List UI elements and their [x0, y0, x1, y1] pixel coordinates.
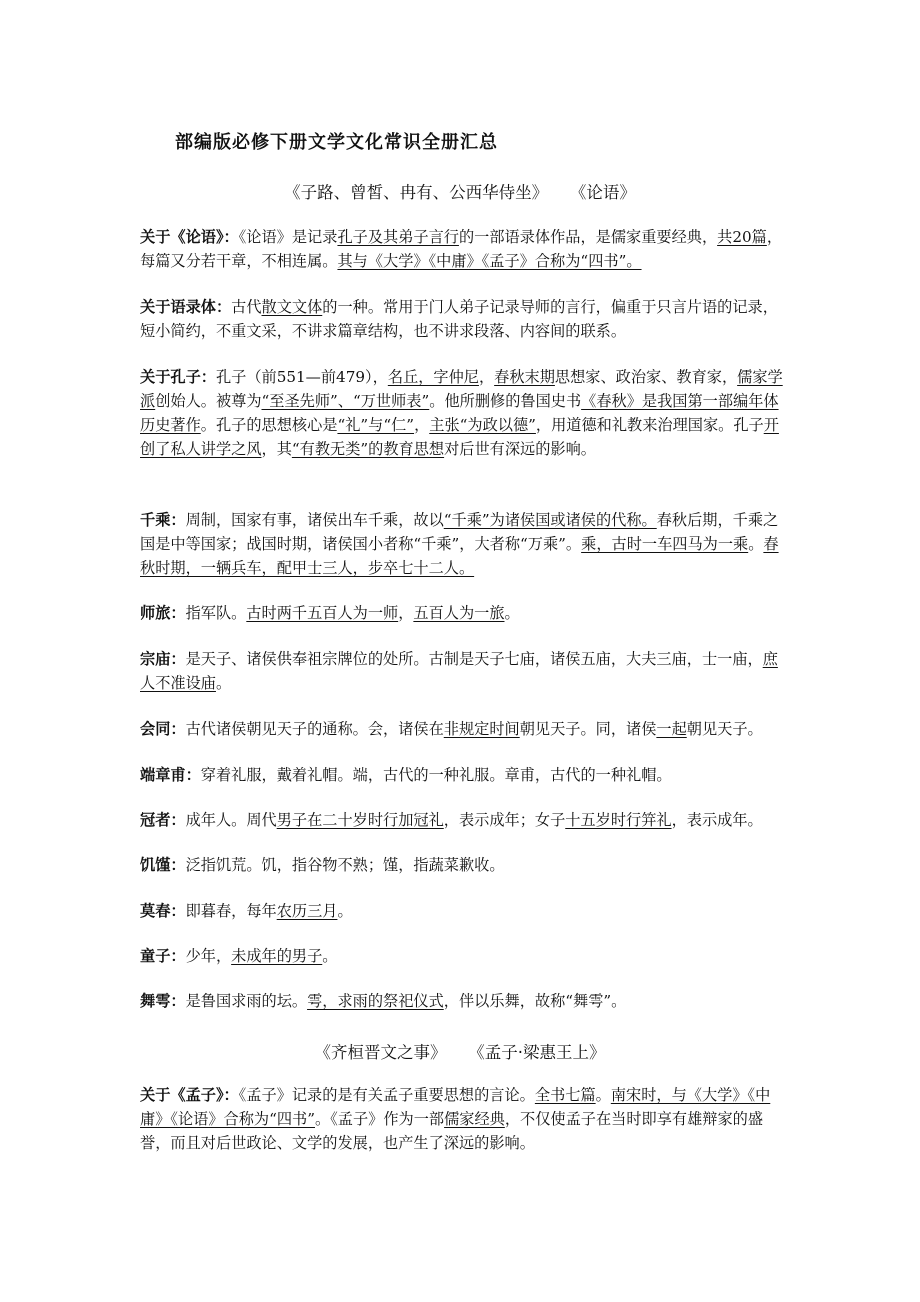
underlined-text: 儒家学派: [140, 368, 783, 410]
entry-term: 宗庙：: [140, 650, 186, 668]
underlined-text: 乘，古时一车四马为一乘: [581, 535, 749, 553]
entry-term: 莫春：: [140, 902, 186, 920]
underlined-text: 其与《大学》《中庸》《孟子》合称为“四书”。: [337, 252, 642, 270]
entry-term: 舞雩：: [140, 992, 186, 1010]
body-text: ，伴以乐舞，故称“舞雩”。: [443, 992, 627, 1010]
document-title: 部编版必修下册文学文化常识全册汇总: [175, 132, 498, 153]
underlined-text: 名丘，字仲尼: [387, 368, 479, 386]
body-text: 。: [337, 902, 353, 920]
entry-term: 关于孔子：: [140, 368, 216, 386]
entry-muchun: [140, 899, 788, 923]
body-text: ，其: [261, 440, 292, 458]
underlined-text: 一起: [656, 720, 687, 738]
body-text: 。: [504, 604, 520, 622]
entry-term: 冠者：: [140, 811, 186, 829]
underlined-text: 未成年的男子: [231, 947, 323, 965]
body-text: 。《孟子》作为一部: [315, 1110, 445, 1128]
entry-tongzi: [140, 944, 788, 968]
underlined-text: 南宋时，与《大学》《中庸》《论语》合称为“四书”: [140, 1086, 771, 1128]
underlined-text: 庶人不准设庙: [140, 650, 778, 692]
body-text: 朝见天子。: [686, 720, 763, 738]
underlined-text: 主张“为政以德”: [429, 416, 536, 434]
body-text: 孔子（前551—前479），: [215, 368, 388, 386]
body-text: 《论语》是记录: [238, 228, 338, 246]
entry-lunyu: [140, 225, 788, 273]
body-text: ，用道德和礼教来治理国家。孔子: [535, 416, 764, 434]
underlined-text: 雩，求雨的祭祀仪式: [307, 992, 444, 1010]
body-text: 古代: [231, 298, 262, 316]
body-text: 。: [748, 535, 764, 553]
entry-qiansheng: [140, 508, 788, 580]
underlined-text: 儒家经典: [444, 1110, 505, 1128]
section-title-lunyu: [0, 179, 920, 203]
body-text: ，表示成年。: [671, 811, 763, 829]
body-text: ，不仅使孟子在当时即享有雄辩家的盛誉，而且对后世政论、文学的发展，也产生了深远的影响。: [140, 1110, 764, 1152]
underlined-text: 春秋末期: [494, 368, 555, 386]
body-text: 是鲁国求雨的坛。: [185, 992, 308, 1010]
underlined-text: “礼”与“仁”: [337, 416, 415, 434]
underlined-text: 男子在二十岁时行加冠礼: [276, 811, 444, 829]
body-text: 。: [215, 674, 232, 692]
entry-term: 关于《孟子》：: [140, 1086, 239, 1104]
entry-term: 千乘：: [140, 511, 186, 529]
entry-guanzhe: [140, 808, 788, 832]
underlined-text: 孔子及其弟子言行: [337, 228, 459, 246]
entry-term: 师旅：: [140, 604, 186, 622]
entry-yuluti: [140, 295, 788, 343]
entry-term: 关于《论语》：: [140, 228, 239, 246]
entry-term: 关于语录体：: [140, 298, 232, 316]
body-text: 的一种。常用于门人弟子记录导师的言行，偏重于只言片语的记录，短小简约，不重文采，不讲求篇章结构，也不讲求段落、内容间的联系。: [140, 298, 778, 340]
body-text: 春秋后期，千乘之国是中等国家；战国时期，诸侯国小者称“千乘”，大者称“万乘”。: [140, 511, 779, 553]
underlined-text: 古时两千五百人为一师: [246, 604, 399, 622]
body-text: ，: [398, 604, 414, 622]
entry-zongmiao: [140, 647, 788, 695]
body-text: 是天子、诸侯供奉祖宗牌位的处所。古制是天子七庙，诸侯五庙，大夫三庙，士一庙，: [185, 650, 763, 668]
underlined-text: “至圣先师”、“万世师表”: [261, 392, 430, 410]
body-text: 。孔子的思想核心是: [200, 416, 338, 434]
underlined-text: 共20篇: [717, 228, 767, 246]
body-text: 。: [595, 1086, 611, 1104]
underlined-text: 开创了私人讲学之风: [140, 416, 779, 458]
underlined-text: “千乘”为诸侯国或诸侯的代称。: [443, 511, 657, 529]
body-text: ，每篇又分若干章，不相连属。: [140, 228, 783, 270]
entry-term: 童子：: [140, 947, 186, 965]
underlined-text: 全书七篇: [534, 1086, 596, 1104]
entry-mengzi: [140, 1083, 788, 1155]
body-text: ，表示成年；女子: [443, 811, 566, 829]
body-text: 即暮春，每年: [185, 902, 277, 920]
underlined-text: 散文文体: [261, 298, 323, 316]
entry-term: 端章甫：: [140, 766, 201, 784]
body-text: 泛指饥荒。饥，指谷物不熟；馑，指蔬菜歉收。: [185, 856, 505, 874]
body-text: 。他所删修的鲁国史书: [429, 392, 582, 410]
entry-duanzhangfu: [140, 763, 788, 787]
body-text: 创始人。被尊为: [155, 392, 262, 410]
body-text: 。: [322, 947, 338, 965]
underlined-text: 非规定时间: [443, 720, 520, 738]
entry-term: 饥馑：: [140, 856, 186, 874]
body-text: 少年，: [185, 947, 232, 965]
body-text: ，: [478, 368, 495, 386]
body-text: 古代诸侯朝见天子的通称。会，诸侯在: [185, 720, 444, 738]
section-title-main: 《子路、曾皙、冉有、公西华侍坐》: [284, 183, 549, 202]
body-text: 穿着礼服，戴着礼帽。端，古代的一种礼服。章甫，古代的一种礼帽。: [200, 766, 672, 784]
entry-term: 会同：: [140, 720, 186, 738]
body-text: 《孟子》记录的是有关孟子重要思想的言论。: [238, 1086, 535, 1104]
underlined-text: 《春秋》是我国第一部编年体历史著作: [140, 392, 779, 434]
underlined-text: 五百人为一旅: [413, 604, 505, 622]
body-text: 成年人。周代: [185, 811, 277, 829]
entry-wuyu: [140, 989, 788, 1013]
underlined-text: 十五岁时行笄礼: [565, 811, 672, 829]
underlined-text: 农历三月: [276, 902, 338, 920]
entry-shilv: [140, 601, 788, 625]
underlined-text: 春秋时期，一辆兵车，配甲士三人，步卒七十二人。: [140, 535, 779, 577]
section-title-mengzi: [0, 1039, 920, 1063]
body-text: ，: [414, 416, 430, 434]
body-text: 的一部语录体作品，是儒家重要经典，: [458, 228, 718, 246]
body-text: 周制，国家有事，诸侯出车千乘，故以: [185, 511, 444, 529]
entry-huitong: [140, 717, 788, 741]
section-title-source: 《论语》: [578, 183, 636, 202]
section-title-main: 《齐桓晋文之事》: [314, 1043, 447, 1062]
section-title-source: 《孟子·梁惠王上》: [476, 1043, 606, 1062]
body-text: 思想家、政治家、教育家，: [554, 368, 738, 386]
underlined-text: “有教无类”的教育思想: [291, 440, 445, 458]
body-text: 对后世有深远的影响。: [444, 440, 596, 458]
body-text: 指军队。: [185, 604, 247, 622]
entry-jijin: [140, 853, 788, 877]
entry-kongzi: [140, 365, 788, 461]
body-text: 朝见天子。同，诸侯: [519, 720, 657, 738]
